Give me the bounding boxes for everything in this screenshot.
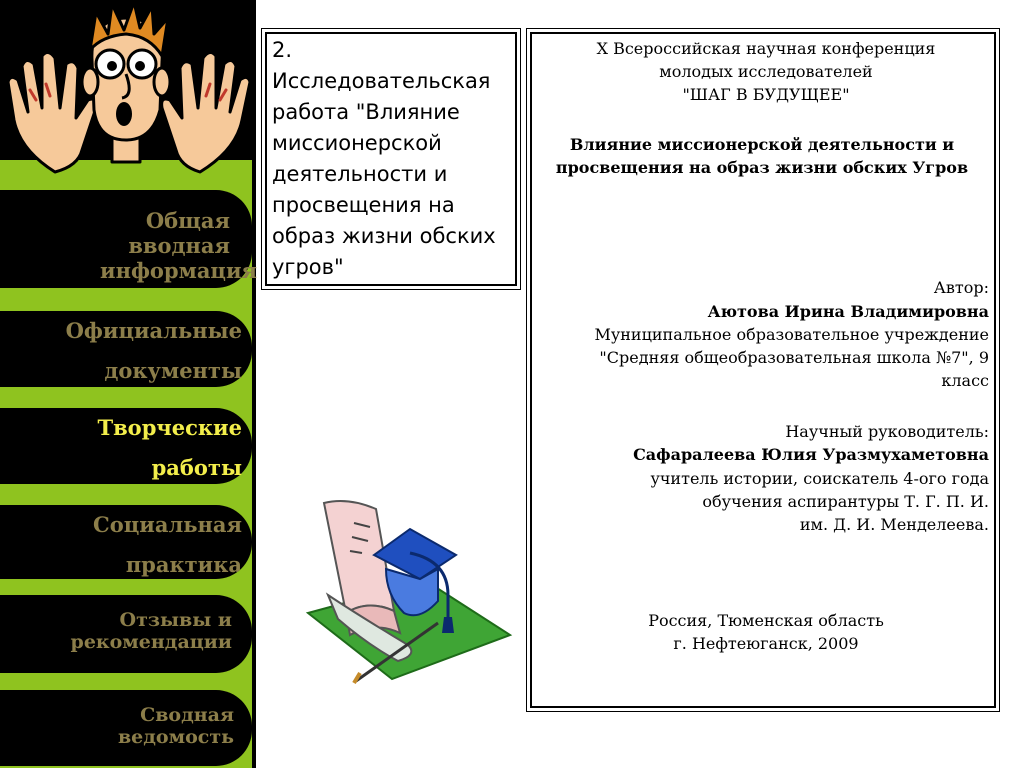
info-panel	[526, 28, 1000, 712]
conference-name: Х Всероссийская научная конференция молодых исследователей "ШАГ В БУДУЩЕЕ"	[596, 39, 936, 104]
sidebar-item-label: Официальные документы	[65, 318, 242, 383]
sidebar	[0, 0, 256, 768]
sidebar-item-social-practice[interactable]	[0, 505, 252, 579]
author-school: Муниципальное образовательное учреждение "Средняя общеобразовательная школа №7", 9 класс	[594, 325, 989, 390]
sidebar-item-official-documents[interactable]	[0, 311, 252, 387]
sidebar-item-label: Творческие работы	[97, 415, 242, 480]
sidebar-item-creative-works[interactable]	[0, 408, 252, 484]
sidebar-item-general-info[interactable]	[0, 190, 258, 288]
sidebar-item-reviews[interactable]	[0, 595, 252, 673]
supervisor-label: Научный руководитель:	[785, 422, 989, 441]
work-title: 2. Исследовательская работа "Влияние миссионерской деятельности и просвещения на образ жизни обских угров"	[272, 38, 496, 279]
research-topic: Влияние миссионерской деятельности и просвещения на образ жизни обских Угров	[555, 135, 969, 177]
sidebar-item-label: Сводная ведомость	[117, 704, 234, 748]
diploma-graduation-cap-icon	[298, 495, 513, 690]
sidebar-item-label: Общая вводная информация	[100, 208, 258, 283]
author-name: Аютова Ирина Владимировна	[707, 302, 989, 321]
sidebar-item-summary[interactable]	[0, 690, 252, 766]
sidebar-item-label: Отзывы и рекомендации	[70, 609, 232, 653]
sidebar-item-label: Социальная практика	[93, 512, 242, 577]
supervisor-name: Сафаралеева Юлия Уразмухаметовна	[633, 445, 989, 464]
author-label: Автор:	[933, 278, 989, 297]
surprised-man-icon	[0, 0, 256, 178]
supervisor-details: учитель истории, соискатель 4-ого года обучения аспирантуры Т. Г. П. И. им. Д. И. Менделеева.	[650, 469, 989, 534]
location-year: Россия, Тюменская область г. Нефтеюганск, 2009	[648, 611, 884, 653]
work-title-box	[261, 28, 521, 290]
